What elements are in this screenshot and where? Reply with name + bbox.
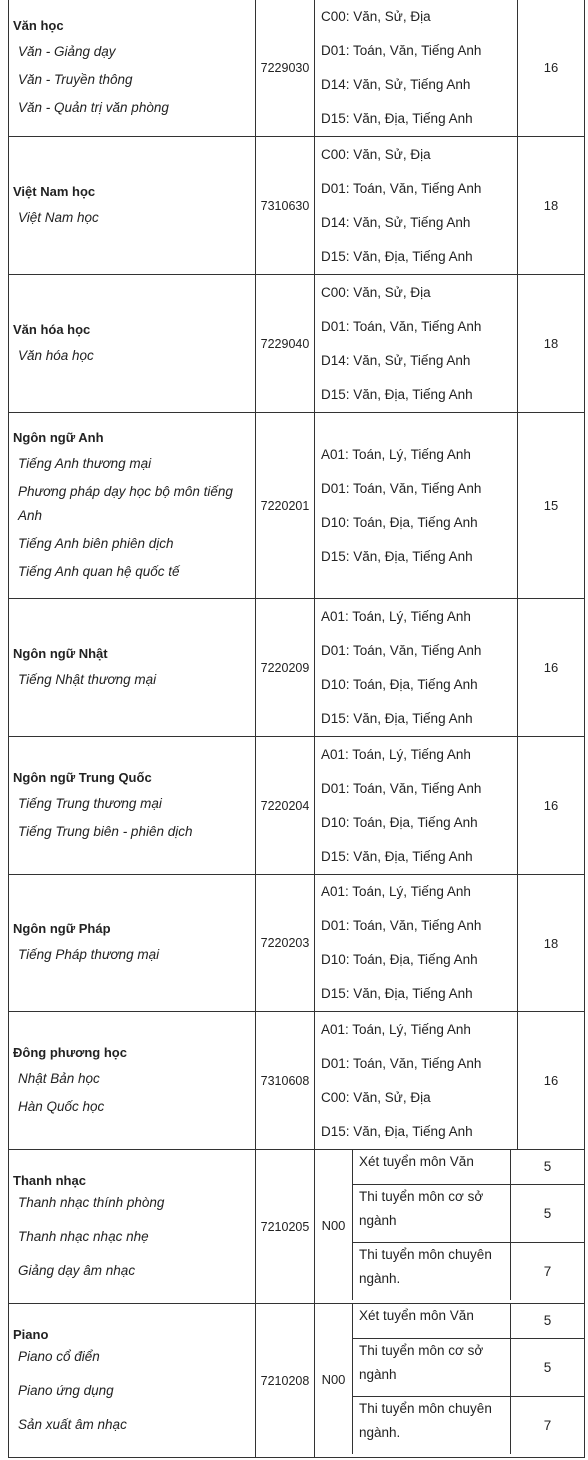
specialization: Tiếng Anh quan hệ quốc tế [18, 563, 180, 579]
subject-combinations [315, 875, 518, 1012]
exam-table [315, 1150, 584, 1300]
major-cell [9, 137, 256, 275]
major-row [9, 1012, 585, 1150]
major-cell [9, 1012, 256, 1150]
major-cell [9, 737, 256, 875]
major-cell [9, 1304, 256, 1458]
exam-row [315, 1396, 584, 1454]
specialization: Tiếng Anh biên phiên dịch [18, 535, 174, 551]
specialization: Tiếng Nhật thương mại [18, 671, 157, 687]
subject-combinations [315, 137, 518, 275]
exam-item: Xét tuyển môn Văn [353, 1304, 511, 1338]
combination: D01: Toán, Văn, Tiếng Anh [321, 642, 482, 658]
combination: D01: Toán, Văn, Tiếng Anh [321, 1055, 482, 1071]
exam-row [315, 1338, 584, 1396]
major-code: 7220201 [256, 413, 315, 599]
combination: D15: Văn, Địa, Tiếng Anh [321, 710, 473, 726]
combination: D01: Toán, Văn, Tiếng Anh [321, 480, 482, 496]
music-major-row [9, 1304, 585, 1458]
specialization: Văn - Truyền thông [18, 71, 133, 87]
min-score: 16 [518, 599, 585, 737]
major-cell [9, 599, 256, 737]
combination: A01: Toán, Lý, Tiếng Anh [321, 608, 471, 624]
exam-item: Thi tuyển môn cơ sở ngành [353, 1184, 511, 1242]
combination: C00: Văn, Sử, Địa [321, 284, 431, 300]
subject-combinations [315, 1012, 518, 1150]
major-code: 7220204 [256, 737, 315, 875]
exam-block: N00 [315, 1304, 353, 1454]
exam-item: Thi tuyển môn chuyên ngành. [353, 1396, 511, 1454]
subject-combinations [315, 275, 518, 413]
combination: D10: Toán, Địa, Tiếng Anh [321, 952, 478, 967]
major-name: Văn học [13, 17, 64, 33]
combination: D15: Văn, Địa, Tiếng Anh [321, 986, 473, 1001]
specialization: Văn - Giảng dạy [18, 43, 116, 59]
exam-row [315, 1242, 584, 1300]
subject-combinations [315, 737, 518, 875]
major-cell [9, 1150, 256, 1304]
combination: D01: Toán, Văn, Tiếng Anh [321, 780, 482, 796]
specialization: Tiếng Pháp thương mại [18, 947, 160, 962]
major-cell [9, 275, 256, 413]
major-row [9, 0, 585, 137]
exam-row [315, 1304, 584, 1338]
specialization: Sản xuất âm nhạc [18, 1416, 127, 1432]
min-score: 18 [518, 275, 585, 413]
major-row [9, 737, 585, 875]
combination: D10: Toán, Địa, Tiếng Anh [321, 676, 478, 692]
specialization: Thanh nhạc nhạc nhẹ [18, 1228, 149, 1244]
exam-item: Thi tuyển môn chuyên ngành. [353, 1242, 511, 1300]
exam-score: 5 [511, 1338, 585, 1396]
exam-components [315, 1304, 585, 1458]
combination: D14: Văn, Sử, Tiếng Anh [321, 352, 471, 368]
specialization: Văn - Quản trị văn phòng [18, 99, 169, 115]
major-code: 7210208 [256, 1304, 315, 1458]
combination: D15: Văn, Địa, Tiếng Anh [321, 110, 473, 126]
specialization: Giảng dạy âm nhạc [18, 1262, 136, 1278]
specialization: Nhật Bản học [18, 1070, 100, 1086]
major-name: Văn hóa học [13, 321, 91, 337]
combination: A01: Toán, Lý, Tiếng Anh [321, 884, 471, 899]
min-score: 18 [518, 875, 585, 1012]
combination: A01: Toán, Lý, Tiếng Anh [321, 1021, 471, 1037]
specialization: Phương pháp dạy học bộ môn tiếng Anh [18, 483, 233, 523]
combination: D15: Văn, Địa, Tiếng Anh [321, 548, 473, 564]
specialization: Việt Nam học [18, 209, 99, 225]
exam-components [315, 1150, 585, 1304]
major-code: 7229030 [256, 0, 315, 137]
combination: D01: Toán, Văn, Tiếng Anh [321, 318, 482, 334]
exam-score: 7 [511, 1396, 585, 1454]
exam-block: N00 [315, 1150, 353, 1300]
major-name: Piano [13, 1326, 49, 1342]
major-name: Việt Nam học [13, 183, 96, 199]
major-name: Ngôn ngữ Anh [13, 429, 104, 445]
min-score: 16 [518, 737, 585, 875]
major-row [9, 875, 585, 1012]
subject-combinations [315, 0, 518, 137]
specialization: Piano ứng dụng [18, 1382, 114, 1398]
combination: D14: Văn, Sử, Tiếng Anh [321, 214, 471, 230]
specialization: Piano cổ điển [18, 1348, 100, 1364]
min-score: 18 [518, 137, 585, 275]
major-code: 7310630 [256, 137, 315, 275]
specialization: Tiếng Anh thương mại [18, 455, 152, 471]
exam-table [315, 1304, 584, 1454]
exam-row [315, 1150, 584, 1184]
specialization: Thanh nhạc thính phòng [18, 1194, 165, 1210]
major-row [9, 275, 585, 413]
exam-row [315, 1184, 584, 1242]
combination: D10: Toán, Địa, Tiếng Anh [321, 514, 478, 530]
combination: D10: Toán, Địa, Tiếng Anh [321, 814, 478, 830]
exam-score: 5 [511, 1150, 585, 1184]
major-name: Thanh nhạc [13, 1172, 86, 1188]
admission-table [8, 0, 585, 1458]
combination: A01: Toán, Lý, Tiếng Anh [321, 446, 471, 462]
major-row [9, 413, 585, 599]
combination: D15: Văn, Địa, Tiếng Anh [321, 1123, 473, 1139]
subject-combinations [315, 599, 518, 737]
major-name: Đông phương học [13, 1044, 127, 1060]
combination: C00: Văn, Sử, Địa [321, 146, 431, 162]
combination: C00: Văn, Sử, Địa [321, 1089, 431, 1105]
major-code: 7220203 [256, 875, 315, 1012]
combination: D01: Toán, Văn, Tiếng Anh [321, 918, 482, 933]
subject-combinations [315, 413, 518, 599]
combination: D14: Văn, Sử, Tiếng Anh [321, 76, 471, 92]
combination: C00: Văn, Sử, Địa [321, 8, 431, 24]
major-code: 7210205 [256, 1150, 315, 1304]
exam-item: Thi tuyển môn cơ sở ngành [353, 1338, 511, 1396]
min-score: 16 [518, 0, 585, 137]
specialization: Tiếng Trung thương mại [18, 795, 162, 811]
music-major-row [9, 1150, 585, 1304]
combination: D01: Toán, Văn, Tiếng Anh [321, 42, 482, 58]
min-score: 16 [518, 1012, 585, 1150]
specialization: Văn hóa học [18, 347, 94, 363]
combination: D01: Toán, Văn, Tiếng Anh [321, 180, 482, 196]
specialization: Hàn Quốc học [18, 1098, 105, 1114]
major-row [9, 599, 585, 737]
major-name: Ngôn ngữ Pháp [13, 921, 111, 936]
major-cell [9, 875, 256, 1012]
major-name: Ngôn ngữ Nhật [13, 645, 108, 661]
major-cell [9, 0, 256, 137]
major-cell [9, 413, 256, 599]
major-code: 7229040 [256, 275, 315, 413]
min-score: 15 [518, 413, 585, 599]
exam-item: Xét tuyển môn Văn [353, 1150, 511, 1184]
major-code: 7220209 [256, 599, 315, 737]
exam-score: 5 [511, 1304, 585, 1338]
major-code: 7310608 [256, 1012, 315, 1150]
combination: D15: Văn, Địa, Tiếng Anh [321, 248, 473, 264]
combination: D15: Văn, Địa, Tiếng Anh [321, 386, 473, 402]
exam-score: 7 [511, 1242, 585, 1300]
combination: D15: Văn, Địa, Tiếng Anh [321, 848, 473, 864]
specialization: Tiếng Trung biên - phiên dịch [18, 823, 193, 839]
major-name: Ngôn ngữ Trung Quốc [13, 769, 152, 785]
combination: A01: Toán, Lý, Tiếng Anh [321, 746, 471, 762]
major-row [9, 137, 585, 275]
exam-score: 5 [511, 1184, 585, 1242]
